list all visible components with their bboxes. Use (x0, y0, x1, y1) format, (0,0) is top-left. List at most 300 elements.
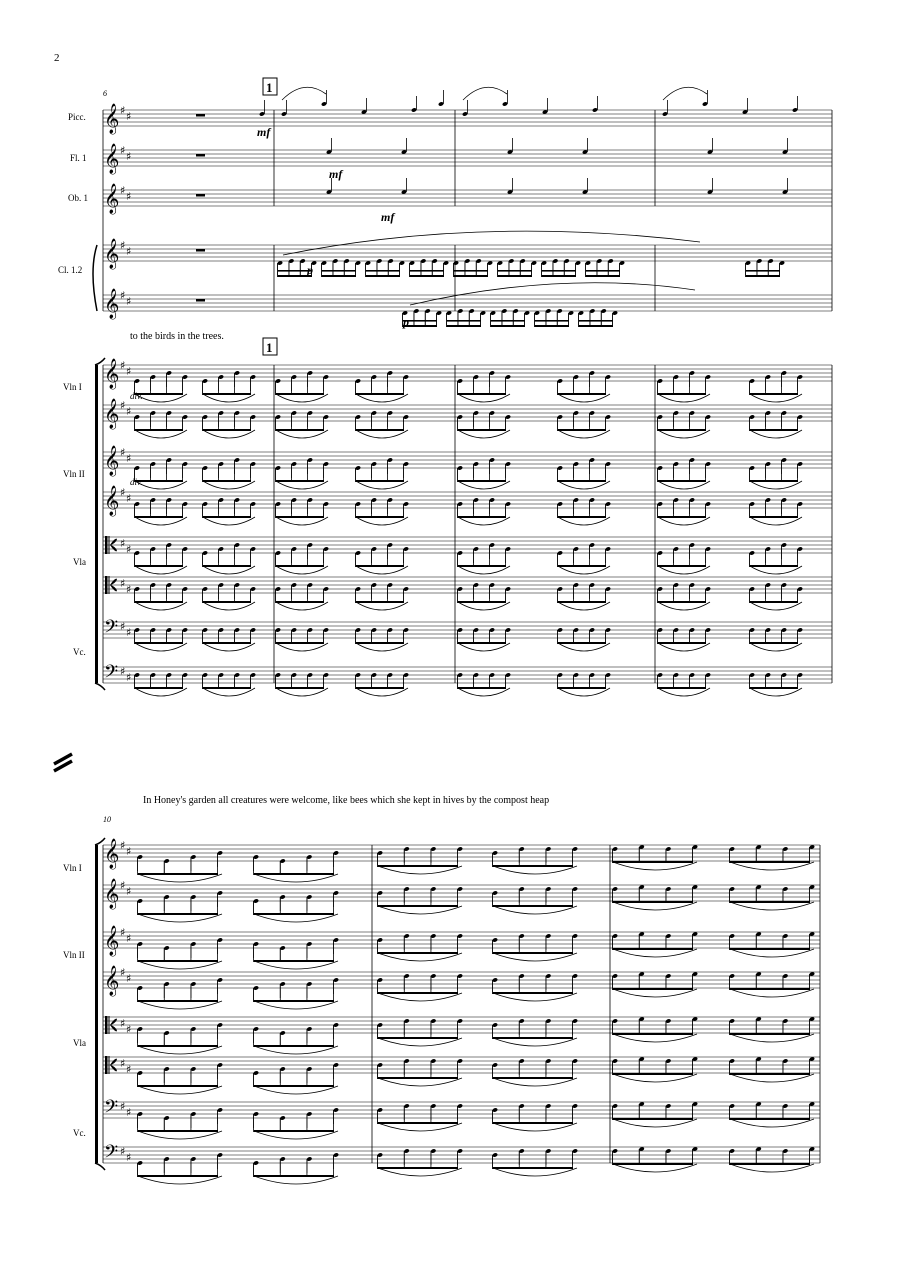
beam (138, 913, 218, 915)
beam (378, 1037, 458, 1039)
dynamic-piccolo: mf (257, 125, 271, 139)
beam (493, 865, 573, 867)
slur (750, 688, 802, 696)
rehearsal-mark-winds: 1 (266, 80, 273, 95)
slur (135, 517, 187, 525)
slur (138, 1086, 222, 1094)
sharp-icon: ♯ (120, 620, 126, 633)
dynamic-oboe: mf (381, 210, 395, 224)
beam (203, 642, 251, 644)
beam (458, 516, 506, 518)
treble-clef-icon: 𝄞 (104, 239, 120, 269)
beam (366, 275, 400, 277)
slur (135, 394, 187, 402)
slur (658, 566, 710, 574)
beam (203, 393, 251, 395)
slur (356, 430, 408, 438)
slur (613, 1119, 697, 1127)
slur (613, 949, 697, 957)
slur (613, 862, 697, 870)
slur (203, 602, 255, 610)
slur (138, 961, 222, 969)
alto-clef-bar (109, 576, 110, 594)
beam (458, 565, 506, 567)
beam (276, 393, 324, 395)
slur (356, 566, 408, 574)
slur (493, 993, 577, 1001)
sharp-icon: ♯ (120, 359, 126, 372)
slur (730, 1164, 814, 1172)
system-separator (54, 754, 72, 771)
beam (730, 1033, 810, 1035)
slur (463, 87, 507, 100)
slur (138, 1176, 222, 1184)
slur (750, 517, 802, 525)
beam (730, 988, 810, 990)
slur (458, 517, 510, 525)
beam (135, 516, 183, 518)
slur (135, 643, 187, 651)
slur (730, 949, 814, 957)
slur (558, 602, 610, 610)
slur (558, 566, 610, 574)
slur (203, 430, 255, 438)
half-rest (196, 114, 205, 117)
sharp-icon: ♯ (126, 932, 132, 945)
beam (613, 948, 693, 950)
sharp-icon: ♯ (120, 665, 126, 678)
slur (613, 902, 697, 910)
beam (750, 516, 798, 518)
sharp-icon: ♯ (120, 104, 126, 117)
slur (613, 989, 697, 997)
bass-clef-icon: 𝄢 (104, 1097, 119, 1122)
beam (356, 393, 404, 395)
sharp-icon: ♯ (126, 365, 132, 378)
slur (458, 643, 510, 651)
beam (750, 393, 798, 395)
slur (493, 906, 577, 914)
slur (254, 914, 338, 922)
slur (135, 481, 187, 489)
bass-clef-icon: 𝄢 (104, 1142, 119, 1167)
beam (730, 1073, 810, 1075)
beam (378, 1077, 458, 1079)
sharp-icon: ♯ (126, 845, 132, 858)
beam (254, 1085, 334, 1087)
beam (203, 516, 251, 518)
beam (203, 601, 251, 603)
beam (498, 275, 532, 277)
slur (730, 1074, 814, 1082)
beam (276, 565, 324, 567)
beam (750, 687, 798, 689)
beam (203, 565, 251, 567)
beam (254, 1000, 334, 1002)
beam (276, 480, 324, 482)
beam (203, 480, 251, 482)
slur (658, 688, 710, 696)
slur (254, 1046, 338, 1054)
beam (658, 429, 706, 431)
sharp-icon: ♯ (126, 972, 132, 985)
beam (558, 429, 606, 431)
label-violin-1: Vln I (63, 382, 82, 392)
beam (613, 1118, 693, 1120)
slur (493, 1038, 577, 1046)
beam (558, 565, 606, 567)
alto-clef-icon (105, 536, 108, 554)
sharp-icon: ♯ (126, 885, 132, 898)
beam (138, 1045, 218, 1047)
sharp-icon: ♯ (120, 144, 126, 157)
slur (458, 394, 510, 402)
beam (276, 601, 324, 603)
slur (138, 1046, 222, 1054)
slur (750, 394, 802, 402)
beam (135, 565, 183, 567)
beam-2 (366, 270, 400, 272)
beam (558, 642, 606, 644)
label-viola: Vla (73, 557, 86, 567)
slur (663, 87, 707, 100)
sharp-icon: ♯ (126, 492, 132, 505)
slur (558, 481, 610, 489)
sharp-icon: ♯ (120, 1145, 126, 1158)
alto-clef-bar (109, 536, 110, 554)
beam (750, 480, 798, 482)
rehearsal-mark-strings: 1 (266, 340, 273, 355)
beam (356, 516, 404, 518)
beam (586, 275, 620, 277)
treble-clef-icon: 𝄞 (104, 144, 120, 174)
slur (135, 602, 187, 610)
beam (458, 429, 506, 431)
beam (730, 948, 810, 950)
beam (658, 601, 706, 603)
slur (493, 1078, 577, 1086)
label-violin-1-sys2: Vln I (63, 863, 82, 873)
divisi-violin-2: div. (130, 477, 143, 487)
beam (203, 429, 251, 431)
beam (135, 687, 183, 689)
treble-clef-icon: 𝄞 (104, 289, 120, 319)
half-rest (196, 299, 205, 302)
treble-clef-icon: 𝄞 (104, 399, 120, 429)
beam (254, 1175, 334, 1177)
treble-clef-icon: 𝄞 (104, 966, 120, 996)
half-rest (196, 249, 205, 252)
slur (493, 866, 577, 874)
beam (378, 865, 458, 867)
treble-clef-icon: 𝄞 (104, 446, 120, 476)
sharp-icon: ♯ (120, 879, 126, 892)
beam (613, 901, 693, 903)
slur (730, 989, 814, 997)
slur (138, 1131, 222, 1139)
slur (730, 862, 814, 870)
slur (356, 643, 408, 651)
beam (613, 1163, 693, 1165)
treble-clef-icon: 𝄞 (104, 486, 120, 516)
bass-clef-icon: 𝄢 (104, 662, 119, 687)
beam (138, 1085, 218, 1087)
beam (138, 1175, 218, 1177)
slur (378, 993, 462, 1001)
beam (730, 861, 810, 863)
beam-2 (746, 270, 780, 272)
alto-clef-icon (105, 576, 108, 594)
beam (356, 480, 404, 482)
sharp-icon: ♯ (120, 486, 126, 499)
slur (458, 602, 510, 610)
beam (254, 960, 334, 962)
slur (203, 517, 255, 525)
narration-1: to the birds in the trees. (130, 331, 224, 342)
beam (658, 516, 706, 518)
beam (378, 992, 458, 994)
beam (613, 1033, 693, 1035)
slur (138, 1001, 222, 1009)
system-2 (95, 838, 820, 1184)
beam (458, 480, 506, 482)
beam (613, 988, 693, 990)
sharp-icon: ♯ (120, 1017, 126, 1030)
beam (458, 601, 506, 603)
beam-2 (447, 320, 481, 322)
beam-2 (586, 270, 620, 272)
slur (378, 906, 462, 914)
slur (276, 602, 328, 610)
label-violin-2-sys2: Vln II (63, 950, 85, 960)
sharp-icon: ♯ (126, 671, 132, 684)
alto-clef-icon (105, 1056, 108, 1074)
beam-2 (535, 320, 569, 322)
beam (750, 429, 798, 431)
sharp-icon: ♯ (120, 239, 126, 252)
beam-2 (542, 270, 576, 272)
system-bracket (95, 365, 98, 683)
slur (276, 394, 328, 402)
beam (579, 325, 613, 327)
system-bracket (95, 845, 98, 1163)
beam-2 (491, 320, 525, 322)
beam (276, 642, 324, 644)
sharp-icon: ♯ (126, 150, 132, 163)
slur (254, 961, 338, 969)
beam (493, 905, 573, 907)
sharp-icon: ♯ (126, 1151, 132, 1164)
beam (558, 687, 606, 689)
beam (322, 275, 356, 277)
beam (276, 516, 324, 518)
alto-clef-icon (105, 1016, 108, 1034)
beam (356, 642, 404, 644)
slur (558, 517, 610, 525)
beam (135, 601, 183, 603)
slur (378, 953, 462, 961)
narration-2: In Honey's garden all creatures were welcome, like bees which she kept in hives by the compost heap (143, 795, 550, 806)
slur (356, 481, 408, 489)
beam (658, 687, 706, 689)
sharp-icon: ♯ (126, 405, 132, 418)
slur (356, 394, 408, 402)
slur (493, 953, 577, 961)
slur (658, 643, 710, 651)
label-clarinet: Cl. 1.2 (58, 265, 83, 275)
slur (378, 1038, 462, 1046)
sharp-icon: ♯ (120, 1100, 126, 1113)
label-cello: Vc. (73, 647, 86, 657)
beam (356, 601, 404, 603)
beam (135, 429, 183, 431)
beam (254, 913, 334, 915)
slur (276, 643, 328, 651)
beam (658, 480, 706, 482)
sharp-icon: ♯ (120, 1057, 126, 1070)
dynamic-flute: mf (329, 167, 343, 181)
beam (493, 952, 573, 954)
slur (658, 481, 710, 489)
beam (458, 393, 506, 395)
slur (458, 566, 510, 574)
dynamic-clarinet-1: p (307, 263, 313, 277)
slur (203, 566, 255, 574)
sharp-icon: ♯ (120, 446, 126, 459)
slur (276, 430, 328, 438)
beam (276, 429, 324, 431)
sharp-icon: ♯ (126, 245, 132, 258)
beam-2 (322, 270, 356, 272)
beam-2 (498, 270, 532, 272)
slur (658, 517, 710, 525)
beam (558, 601, 606, 603)
beam (378, 1122, 458, 1124)
slur (203, 688, 255, 696)
sharp-icon: ♯ (126, 1063, 132, 1076)
beam (378, 952, 458, 954)
sharp-icon: ♯ (126, 452, 132, 465)
treble-clef-icon: 𝄞 (104, 184, 120, 214)
slur (750, 566, 802, 574)
half-rest (196, 154, 205, 157)
beam (138, 1000, 218, 1002)
beam (730, 1118, 810, 1120)
slur (378, 1168, 462, 1176)
sharp-icon: ♯ (126, 295, 132, 308)
slur (254, 1086, 338, 1094)
slur (138, 914, 222, 922)
label-oboe: Ob. 1 (68, 193, 88, 203)
beam (613, 1073, 693, 1075)
label-cello-sys2: Vc. (73, 1128, 86, 1138)
clarinet-brace (93, 245, 97, 311)
sharp-icon: ♯ (126, 110, 132, 123)
sharp-icon: ♯ (126, 1023, 132, 1036)
beam (454, 275, 488, 277)
label-piccolo: Picc. (68, 112, 86, 122)
slur (558, 394, 610, 402)
beam (658, 642, 706, 644)
slur (203, 394, 255, 402)
treble-clef-icon: 𝄞 (104, 879, 120, 909)
bass-clef-icon: 𝄢 (104, 617, 119, 642)
slur (356, 688, 408, 696)
label-violin-2: Vln II (63, 469, 85, 479)
sharp-icon: ♯ (126, 1106, 132, 1119)
slur (135, 430, 187, 438)
sharp-icon: ♯ (120, 399, 126, 412)
beam (254, 1045, 334, 1047)
slur (254, 1176, 338, 1184)
beam (730, 901, 810, 903)
slur (750, 430, 802, 438)
beam (493, 992, 573, 994)
slur (493, 1168, 577, 1176)
beam (458, 687, 506, 689)
beam (542, 275, 576, 277)
sharp-icon: ♯ (120, 926, 126, 939)
alto-clef-bar (109, 1016, 110, 1034)
slur (378, 1078, 462, 1086)
dynamic-clarinet-2: p (403, 315, 409, 329)
slur (458, 430, 510, 438)
beam (558, 480, 606, 482)
beam (558, 393, 606, 395)
beam (493, 1122, 573, 1124)
beam (746, 275, 780, 277)
slur (378, 1123, 462, 1131)
slur (458, 481, 510, 489)
beam (493, 1167, 573, 1169)
sharp-icon: ♯ (120, 289, 126, 302)
beam (410, 275, 444, 277)
beam (658, 393, 706, 395)
beam (276, 687, 324, 689)
treble-clef-icon: 𝄞 (104, 926, 120, 956)
beam-2 (454, 270, 488, 272)
slur (282, 87, 326, 100)
alto-clef-bar (109, 1056, 110, 1074)
beam (378, 1167, 458, 1169)
slur (730, 1034, 814, 1042)
beam-2 (410, 270, 444, 272)
beam (138, 1130, 218, 1132)
beam (254, 1130, 334, 1132)
beam (138, 960, 218, 962)
beam (658, 565, 706, 567)
system-1 (93, 87, 832, 696)
treble-clef-icon: 𝄞 (104, 104, 120, 134)
slur (558, 688, 610, 696)
beam (750, 601, 798, 603)
beam (135, 642, 183, 644)
slur (730, 902, 814, 910)
beam (356, 687, 404, 689)
slur (356, 602, 408, 610)
slur (283, 231, 700, 255)
slur (203, 481, 255, 489)
beam-2 (579, 320, 613, 322)
slur (750, 643, 802, 651)
slur (138, 874, 222, 882)
sharp-icon: ♯ (120, 577, 126, 590)
slur (658, 602, 710, 610)
beam (254, 873, 334, 875)
page-number: 2 (54, 52, 60, 64)
slur (558, 643, 610, 651)
half-rest (196, 194, 205, 197)
